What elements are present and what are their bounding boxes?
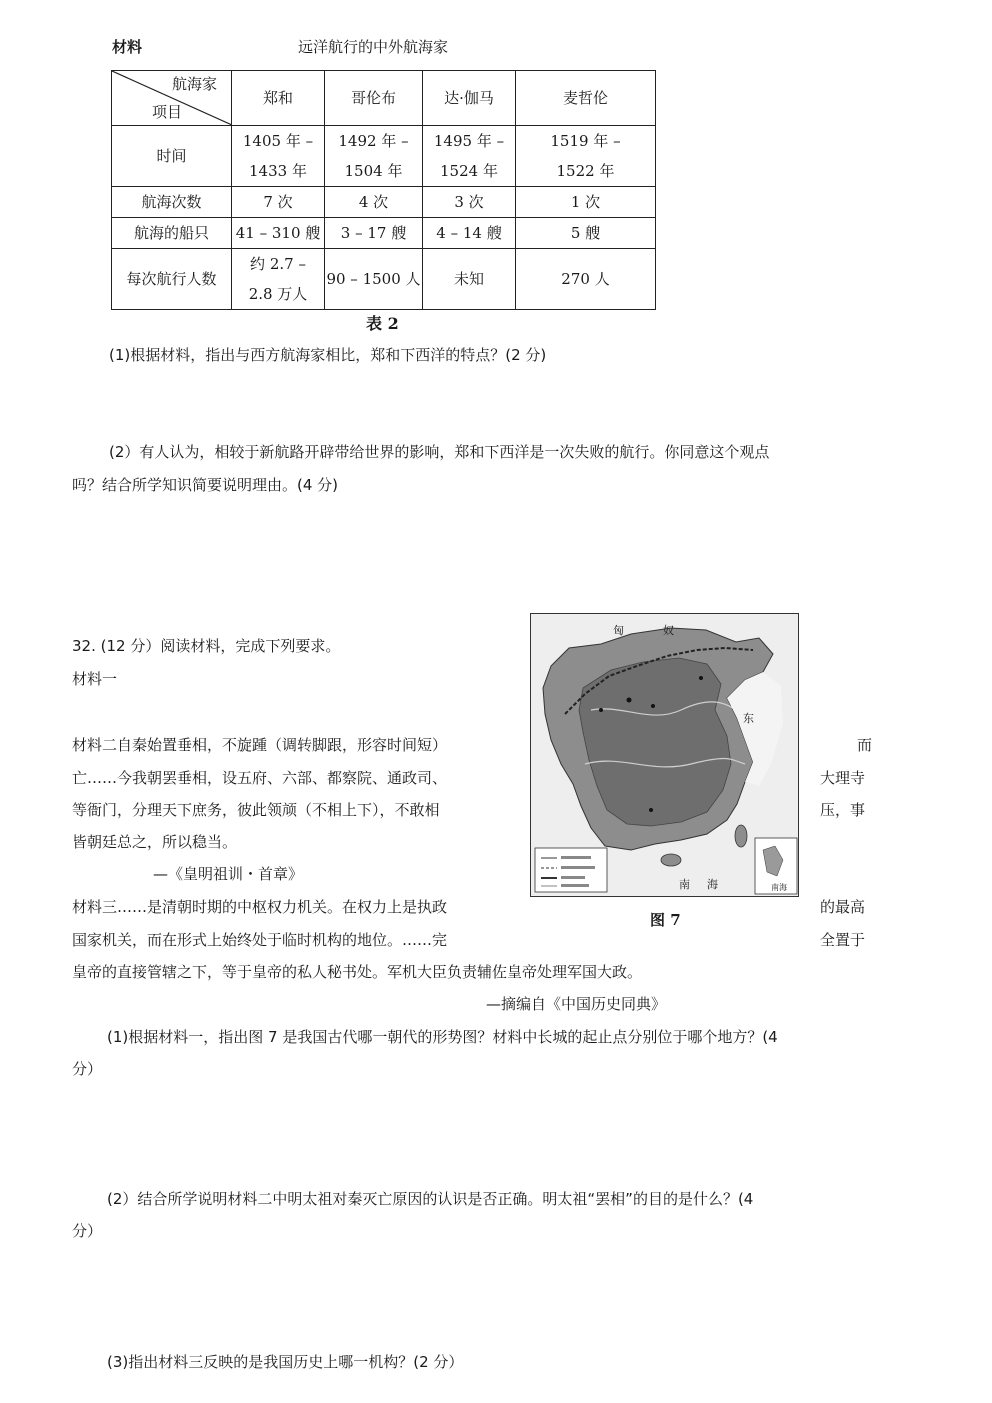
question-32-1-line2: 分） (72, 1060, 103, 1078)
table-cell: 3 – 17 艘 (325, 218, 423, 249)
historical-map (530, 613, 799, 897)
map-drawing (531, 614, 798, 896)
table-cell: 4 次 (325, 187, 423, 218)
question-2-line1: (2）有人认为，相较于新航路开辟带给世界的影响，郑和下西洋是一次失败的航行。你同意这个观点 (109, 443, 770, 461)
material-3-source: —摘编自《中国历史同典》 (486, 995, 667, 1013)
material-2-source: —《皇明祖训・首章》 (153, 865, 304, 883)
material-1-label: 材料一 (72, 670, 118, 688)
map-label-north2: 奴 (663, 624, 674, 637)
row-label: 航海的船只 (112, 218, 232, 249)
table-cell: 3 次 (423, 187, 516, 218)
table-cell: 1492 年 – 1504 年 (325, 126, 423, 187)
table-cell: 1405 年 – 1433 年 (232, 126, 325, 187)
map-inset-label: 南海 (771, 883, 787, 892)
table-row (112, 126, 656, 187)
table-row (112, 187, 656, 218)
corner-top-label: 航海家 (171, 75, 217, 93)
question-32-2-line1: (2）结合所学说明材料二中明太祖对秦灭亡原因的认识是否正确。明太祖“罢相”的目的是什么？(4 (107, 1190, 754, 1208)
map-label-south-sea2: 海 (707, 878, 718, 891)
material-label: 材料 (112, 38, 143, 56)
table-row (112, 218, 656, 249)
table-cell: 90 – 1500 人 (325, 249, 423, 310)
material-2-line1: 材料二自秦始置垂相，不旋踵（调转脚跟，形容时间短） (72, 736, 448, 754)
row-label: 每次航行人数 (112, 249, 232, 310)
table-cell: 270 人 (516, 249, 656, 310)
table-cell: 5 艘 (516, 218, 656, 249)
header-cell: 麦哲伦 (516, 71, 656, 126)
table-caption: 表 2 (366, 314, 399, 333)
question-2-line2: 吗？结合所学知识简要说明理由。(4 分) (72, 476, 339, 494)
header-cell: 达·伽马 (423, 71, 516, 126)
map-label-south-sea: 南 (679, 878, 690, 891)
question-32-title: 32. (12 分）阅读材料，完成下列要求。 (72, 637, 341, 655)
material-3-line1: 材料三……是清朝时期的中枢权力机关。在权力上是执政 (72, 898, 448, 916)
question-32-3: (3)指出材料三反映的是我国历史上哪一机构？(2 分） (107, 1353, 464, 1371)
material-2-line1-tail: 而 (857, 736, 873, 754)
corner-bottom-label: 项目 (152, 103, 183, 121)
table-corner-cell (112, 71, 232, 126)
table-row (112, 249, 656, 310)
material-3-line2: 国家机关，而在形式上始终处于临时机构的地位。……完 (72, 931, 448, 949)
table-cell: 4 – 14 艘 (423, 218, 516, 249)
table-cell: 约 2.7 – 2.8 万人 (232, 249, 325, 310)
table-cell: 未知 (423, 249, 516, 310)
question-32-2-line2: 分） (72, 1222, 103, 1240)
navigators-table (111, 70, 656, 310)
header-cell: 哥伦布 (325, 71, 423, 126)
material-3-line3: 皇帝的直接管辖之下，等于皇帝的私人秘书处。军机大臣负责辅佐皇帝处理军国大政。 (72, 963, 643, 981)
row-label: 时间 (112, 126, 232, 187)
question-1: (1)根据材料，指出与西方航海家相比，郑和下西洋的特点？(2 分) (109, 346, 547, 364)
table-cell: 7 次 (232, 187, 325, 218)
header-cell: 郑和 (232, 71, 325, 126)
table-cell: 41 – 310 艘 (232, 218, 325, 249)
figure-caption: 图 7 (650, 911, 681, 929)
material-2-line3-tail: 压，事 (820, 801, 866, 819)
material-3-line2-tail: 全置于 (820, 931, 866, 949)
material-2-line2: 亡……今我朝罢垂相，设五府、六部、都察院、通政司、 (72, 769, 448, 787)
material-3-line1-tail: 的最高 (820, 898, 866, 916)
table-cell: 1 次 (516, 187, 656, 218)
table-cell: 1519 年 – 1522 年 (516, 126, 656, 187)
table-title: 远洋航行的中外航海家 (298, 38, 449, 56)
row-label: 航海次数 (112, 187, 232, 218)
question-32-1-line1: (1)根据材料一，指出图 7 是我国古代哪一朝代的形势图？材料中长城的起止点分别位于哪个地方？(4 (107, 1028, 778, 1046)
material-2-line3: 等衙门，分理天下庶务，彼此领颃（不相上下），不敢相 (72, 801, 440, 819)
material-2-line4: 皆朝廷总之，所以稳当。 (72, 833, 238, 851)
table-cell: 1495 年 – 1524 年 (423, 126, 516, 187)
map-label-north: 匈 (613, 624, 624, 637)
map-label-east-sea: 东 (743, 712, 754, 725)
material-2-line2-tail: 大理寺 (820, 769, 866, 787)
